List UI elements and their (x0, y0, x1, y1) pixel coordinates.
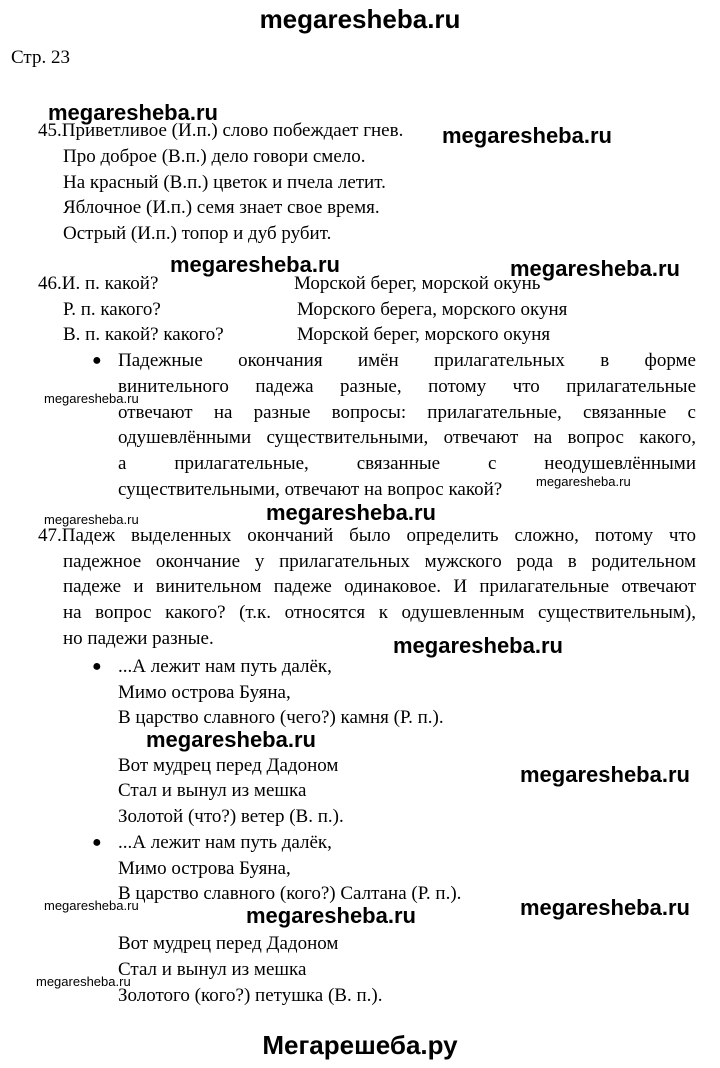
ex46-case-value: Морского берега, морского окуня (297, 299, 568, 320)
poem-line: Вот мудрец перед Дадоном (118, 933, 339, 954)
ex46-case-label: Р. п. какого? (63, 299, 161, 320)
watermark: megaresheba.ru (536, 474, 631, 489)
bullet-icon: ● (92, 352, 102, 369)
watermark: megaresheba.ru (266, 500, 436, 525)
ex46-case-value: Морской берег, морского окуня (297, 324, 551, 345)
watermark: megaresheba.ru (48, 100, 218, 125)
ex45-line: Острый (И.п.) топор и дуб рубит. (63, 223, 332, 244)
watermark: megaresheba.ru (246, 903, 416, 928)
watermark: megaresheba.ru (393, 633, 563, 658)
ex46-case-label: 46.И. п. какой? (38, 273, 159, 294)
ex45-line: Яблочное (И.п.) семя знает свое время. (63, 197, 380, 218)
poem-line: Мимо острова Буяна, (118, 858, 291, 879)
watermark: megaresheba.ru (170, 252, 340, 277)
ex46-explanation-line: отвечают на разные вопросы: прилагательные, связанные с (118, 402, 696, 423)
ex46-explanation-line: а прилагательные, связанные с неодушевлёнными (118, 453, 696, 474)
watermark: megaresheba.ru (520, 895, 690, 920)
ex47-paragraph-line: падежное окончание у прилагательных мужского рода в родительном (63, 551, 696, 572)
ex45-line: На красный (В.п.) цветок и пчела летит. (63, 172, 386, 193)
ex46-case-label: В. п. какой? какого? (63, 324, 224, 345)
poem-line: Мимо острова Буяна, (118, 682, 291, 703)
ex47-paragraph-line: на вопрос какого? (т.к. относятся к одушевленным существительным), (63, 602, 696, 623)
ex47-paragraph-line: падеже и винительном падеже одинаковое. И прилагательные отвечают (63, 576, 696, 597)
poem-line: Вот мудрец перед Дадоном (118, 755, 339, 776)
ex46-explanation-line: Падежные окончания имён прилагательных в форме (118, 350, 696, 371)
watermark: megaresheba.ru (520, 762, 690, 787)
ex46-explanation-line: одушевлёнными существительными, отвечают на вопрос какого, (118, 427, 696, 448)
ex45-line: 45.Приветливое (И.п.) слово побеждает гнев. (38, 120, 404, 141)
poem-line: Золотого (кого?) петушка (В. п.). (118, 985, 383, 1006)
watermark: megaresheba.ru (36, 974, 131, 989)
poem-line: В царство славного (кого?) Салтана (Р. п.). (118, 883, 462, 904)
watermark: megaresheba.ru (510, 256, 680, 281)
ex45-line: Про доброе (В.п.) дело говори смело. (63, 146, 366, 167)
watermark: megaresheba.ru (44, 898, 139, 913)
poem-line: Стал и вынул из мешка (118, 780, 307, 801)
header-site-title: megaresheba.ru (259, 4, 461, 34)
ex46-explanation-line: винительного падежа разные, потому что прилагательные (118, 376, 696, 397)
bullet-icon: ● (92, 658, 102, 675)
ex47-paragraph-line: 47.Падеж выделенных окончаний было определить сложно, потому что (38, 525, 696, 546)
ex47-paragraph-line: но падежи разные. (63, 628, 214, 649)
poem-line: ...А лежит нам путь далёк, (118, 832, 332, 853)
poem-line: Стал и вынул из мешка (118, 959, 307, 980)
page-label: Стр. 23 (11, 47, 70, 68)
poem-line: В царство славного (чего?) камня (Р. п.). (118, 707, 444, 728)
footer-site-title: Мегарешеба.ру (262, 1030, 458, 1060)
watermark: megaresheba.ru (146, 727, 316, 752)
poem-line: Золотой (что?) ветер (В. п.). (118, 806, 344, 827)
watermark: megaresheba.ru (44, 512, 139, 527)
watermark: megaresheba.ru (44, 391, 139, 406)
watermark: megaresheba.ru (442, 123, 612, 148)
ex46-case-value: Морской берег, морской окунь (294, 273, 541, 294)
poem-line: ...А лежит нам путь далёк, (118, 656, 332, 677)
bullet-icon: ● (92, 834, 102, 851)
ex46-explanation-line: существительными, отвечают на вопрос какой? (118, 479, 503, 500)
